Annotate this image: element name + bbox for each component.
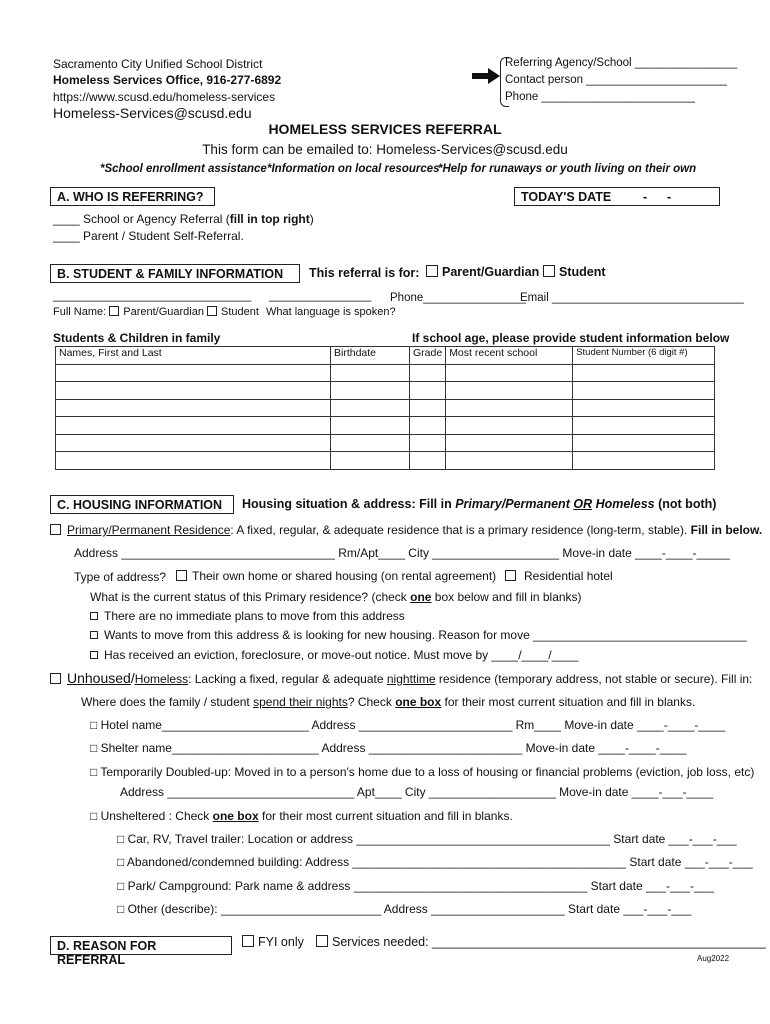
district-name: Sacramento City Unified School District (53, 57, 263, 71)
full-name-label: Full Name: Parent/Guardian Student (53, 306, 259, 318)
checkbox-icon[interactable] (543, 265, 555, 277)
status-option[interactable]: Has received an eviction, foreclosure, or move-out notice. Must move by ____/____/____ (90, 648, 578, 662)
table-row[interactable] (56, 417, 715, 435)
table-row[interactable] (56, 452, 715, 470)
column-student-number: Student Number (6 digit #) (573, 347, 715, 365)
housing-situation-label: Housing situation & address: Fill in Primary/Permanent OR Homeless (not both) (242, 497, 717, 511)
todays-date-box[interactable] (514, 187, 720, 206)
language-blank[interactable]: ________________ (269, 290, 372, 302)
students-label: Students & Children in family (53, 331, 221, 345)
option-agency-referral[interactable]: ____ School or Agency Referral (fill in top right) (53, 212, 314, 226)
where-nights-question: Where does the family / student spend their nights? Check one box for their most current situation and fill in blanks. (81, 695, 696, 709)
referring-agency-field[interactable]: Referring Agency/School ________________ (505, 57, 738, 69)
status-option[interactable]: Wants to move from this address & is looking for new housing. Reason for move ________________________________ (90, 628, 747, 642)
bullet-resources: *Information on local resources (267, 163, 440, 175)
referral-for-label: This referral is for: (309, 266, 420, 280)
todays-date-label: TODAY'S DATE (521, 190, 612, 204)
referral-parent-checkbox[interactable]: Parent/Guardian (426, 265, 539, 279)
checkbox-icon[interactable] (207, 306, 217, 316)
unsheltered-option[interactable]: □ Unsheltered : Check one box for their most current situation and fill in blanks. (90, 809, 513, 823)
referrer-phone-field[interactable]: Phone ________________________ (505, 91, 695, 103)
table-row[interactable] (56, 399, 715, 417)
column-name: Names, First and Last (56, 347, 331, 365)
table-row[interactable] (56, 434, 715, 452)
bullet-enrollment: *School enrollment assistance (100, 163, 267, 175)
checkbox-icon[interactable] (505, 570, 516, 581)
language-label: What language is spoken? (266, 306, 396, 318)
unsheltered-building-option[interactable]: □ Abandoned/condemned building: Address _________________________________________ Start date ___-___-___ (117, 855, 753, 869)
primary-address-line[interactable]: Address ________________________________ Rm/Apt____ City ___________________ Move-in date ____-____-_____ (74, 546, 730, 560)
bullet-runaways: *Help for runaways or youth living on their own (438, 163, 697, 175)
checkbox-icon[interactable] (50, 524, 61, 535)
table-header-row (56, 347, 715, 365)
status-option[interactable]: There are no immediate plans to move from this address (90, 609, 405, 623)
contact-person-field[interactable]: Contact person ______________________ (505, 74, 727, 86)
column-grade: Grade (410, 347, 446, 365)
date-separator: - (667, 190, 672, 204)
column-school: Most recent school (446, 347, 573, 365)
checkbox-icon[interactable] (316, 935, 328, 947)
checkbox-icon[interactable] (90, 631, 98, 639)
table-row[interactable] (56, 382, 715, 400)
primary-residence-option[interactable]: Primary/Permanent Residence: A fixed, regular, & adequate residence that is a primary residence (long-term, stable). Fill in below. (50, 523, 762, 537)
family-email-field[interactable]: Email ______________________________ (520, 292, 744, 304)
school-age-label: If school age, please provide student information below (412, 331, 730, 345)
family-phone-field[interactable]: Phone________________ (390, 292, 526, 304)
checkbox-icon[interactable] (242, 935, 254, 947)
section-d-heading: D. REASON FOR REFERRAL (50, 936, 232, 955)
doubled-up-address[interactable]: Address ____________________________ Apt____ City ___________________ Move-in date ____-___-____ (120, 785, 714, 799)
referral-student-checkbox[interactable]: Student (543, 265, 606, 279)
type-own-home-checkbox[interactable]: Their own home or shared housing (on rental agreement) (176, 569, 496, 583)
checkbox-icon[interactable] (109, 306, 119, 316)
table-row[interactable] (56, 364, 715, 382)
student-table[interactable] (55, 346, 715, 470)
option-self-referral[interactable]: ____ Parent / Student Self-Referral. (53, 229, 244, 243)
full-name-blank[interactable]: _______________________________ (53, 290, 252, 302)
unsheltered-park-option[interactable]: □ Park/ Campground: Park name & address ___________________________________ Start date ___-___-___ (117, 879, 715, 893)
hotel-option[interactable]: □ Hotel name______________________ Address _______________________ Rm____ Move-in date ____-____-____ (90, 718, 726, 732)
unsheltered-other-option[interactable]: □ Other (describe): ________________________ Address ____________________ Start date ___-___-___ (117, 902, 692, 916)
checkbox-icon[interactable] (176, 570, 187, 581)
checkbox-icon[interactable] (426, 265, 438, 277)
address-type-label: Type of address? (74, 570, 167, 584)
checkbox-icon[interactable] (90, 651, 98, 659)
checkbox-icon[interactable] (50, 673, 61, 684)
form-version: Aug2022 (697, 954, 730, 963)
unhoused-option[interactable]: Unhoused/Homeless: Lacking a fixed, regular & adequate nighttime residence (temporary address, not stable or secure). Fill in: (50, 670, 752, 686)
form-subtitle: This form can be emailed to: Homeless-Services@scusd.edu (202, 142, 568, 157)
services-needed-checkbox[interactable]: Services needed: ________________________________________________ (316, 935, 766, 949)
doubled-up-option[interactable]: □ Temporarily Doubled-up: Moved in to a person's home due to a loss of housing or financial problems (eviction, job loss, etc) (90, 765, 755, 779)
office-url[interactable]: https://www.scusd.edu/homeless-services (53, 90, 276, 104)
section-b-heading: B. STUDENT & FAMILY INFORMATION (50, 264, 300, 283)
office-info: Homeless Services Office, 916-277-6892 (53, 73, 282, 87)
section-a-heading: A. WHO IS REFERRING? (50, 187, 215, 206)
unsheltered-car-option[interactable]: □ Car, RV, Travel trailer: Location or address ______________________________________ Start date ___-___-___ (117, 832, 737, 846)
section-c-heading: C. HOUSING INFORMATION (50, 495, 234, 514)
shelter-option[interactable]: □ Shelter name______________________ Address _______________________ Move-in date ____-____-____ (90, 741, 687, 755)
office-email[interactable]: Homeless-Services@scusd.edu (53, 105, 252, 121)
type-hotel-checkbox[interactable]: Residential hotel (505, 569, 613, 583)
checkbox-icon[interactable] (90, 612, 98, 620)
date-separator: - (643, 190, 648, 204)
form-title: HOMELESS SERVICES REFERRAL (268, 121, 502, 137)
primary-status-question: What is the current status of this Primary residence? (check one box below and fill in blanks) (90, 590, 582, 604)
column-birthdate: Birthdate (331, 347, 410, 365)
arrow-right-icon (472, 68, 500, 87)
fyi-only-checkbox[interactable]: FYI only (242, 935, 304, 949)
